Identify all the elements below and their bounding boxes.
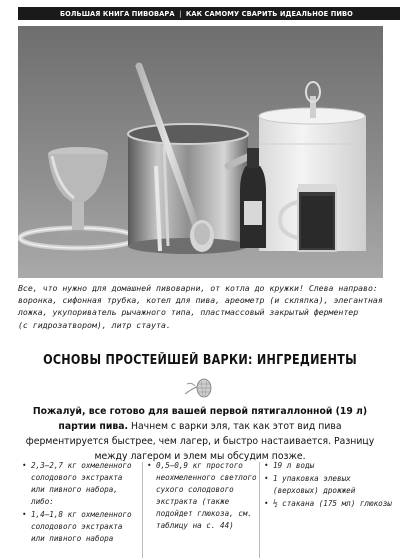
photo-caption xyxy=(18,282,383,331)
intro-body: Начнем с варки эля, так как этот вид пива ферментируется быстрее, чем лагер, и быстро настаивается. Разницу между лагером и элем мы обсудим позже. xyxy=(25,421,375,462)
section-title: ОСНОВЫ ПРОСТЕЙШЕЙ ВАРКИ: ИНГРЕДИЕНТЫ xyxy=(43,353,357,368)
ingredient-item: • 1 упаковка элевых (верховых) дрожжей xyxy=(264,473,392,497)
ingredient-item: • 19 л воды xyxy=(264,460,392,472)
ingredient-item: • ½ стакана (175 мл) глюкозы xyxy=(264,498,392,510)
caption-line: Все, что нужно для домашней пивоварни, от котла до кружки! Слева направо: xyxy=(18,283,378,293)
intro-lead: Пожалуй, все готово для вашей первой пятигаллонной (19 л) партии пива. xyxy=(32,406,368,432)
ingredient-item: • 1,4–1,8 кг охмеленного солодового экстракта или пивного набора xyxy=(22,509,140,545)
running-header xyxy=(18,7,400,20)
column-divider xyxy=(142,462,143,558)
caption-line: ложка, укупориватель рычажного типа, пластмассовый закрытый ферментер xyxy=(18,307,359,318)
ingredient-item: • 0,5–0,9 кг простого неохмеленного светлого сухого солодового экстракта (также подойдет глюкоза, см. таблицу на с. 44) xyxy=(147,460,259,532)
ingredient-item: • 2,3–2,7 кг охмеленного солодового экстракта или пивного набора, либо: xyxy=(22,460,140,508)
book-title: БОЛЬШАЯ КНИГА ПИВОВАРА xyxy=(60,9,175,18)
ingredients-column-3 xyxy=(264,460,392,511)
column-divider xyxy=(259,462,260,558)
book-subtitle: КАК САМОМУ СВАРИТЬ ИДЕАЛЬНОЕ ПИВО xyxy=(185,9,353,18)
caption-line: воронка, сифонная трубка, котел для пива, ареометр (и скляпка), элегантная xyxy=(18,295,383,306)
caption-line: (с гидрозатвором), литр стаута. xyxy=(18,319,171,330)
header-separator: | xyxy=(179,9,182,18)
intro-paragraph xyxy=(20,404,380,464)
equipment-photo xyxy=(18,26,383,278)
ingredients-column-1 xyxy=(22,460,140,546)
hop-icon xyxy=(183,376,217,400)
ingredients-column-2 xyxy=(147,460,259,533)
